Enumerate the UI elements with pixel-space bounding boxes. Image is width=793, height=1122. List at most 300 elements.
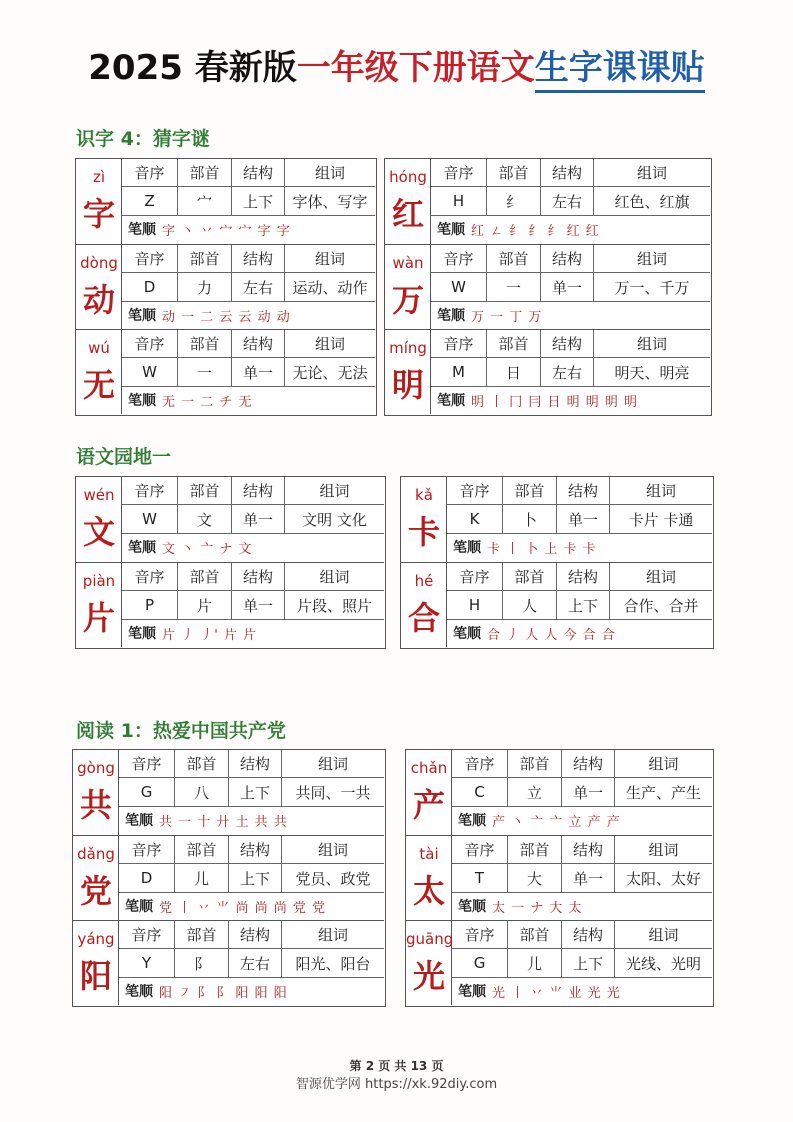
- header-words: 组词: [284, 330, 375, 357]
- order-value: W: [142, 510, 157, 528]
- stroke-order-cell: [452, 807, 712, 833]
- value-row: [447, 505, 712, 534]
- character-cell: [73, 921, 119, 1005]
- structure-value: 左右: [228, 949, 281, 977]
- value-row: [452, 864, 712, 893]
- hanzi-character: 卡: [407, 513, 440, 551]
- order-value: T: [474, 869, 485, 887]
- words-value: 字体、写字: [284, 187, 375, 215]
- stroke-row: [447, 620, 712, 646]
- character-card-group: [75, 476, 386, 649]
- header-structure: 结构: [231, 159, 284, 186]
- hanzi-character: 明: [391, 366, 424, 404]
- value-row: [119, 949, 384, 978]
- stroke-order-cell: [122, 534, 384, 560]
- header-radical: 部首: [502, 477, 556, 504]
- section-title: 识字 4：猜字谜: [76, 128, 210, 150]
- character-card: [401, 562, 712, 647]
- header-words: 组词: [609, 477, 712, 504]
- header-order: 音序: [134, 335, 165, 353]
- character-card: [76, 562, 384, 647]
- info-grid: [122, 563, 384, 647]
- info-grid: [452, 921, 712, 1005]
- character-card: [76, 477, 384, 562]
- info-grid: [122, 330, 375, 414]
- radical-value: 文: [177, 505, 231, 533]
- header-radical: 部首: [177, 563, 231, 590]
- stroke-label: 笔顺: [453, 540, 481, 556]
- order-value: H: [468, 596, 481, 614]
- header-structure: 结构: [231, 477, 284, 504]
- structure-value: 单一: [231, 505, 284, 533]
- hanzi-character: 合: [407, 599, 440, 637]
- info-grid: [119, 921, 384, 1005]
- words-value: 光线、光明: [614, 949, 712, 977]
- stroke-sequence: 片 丿 丿' 片 片: [162, 627, 258, 643]
- header-structure: 结构: [556, 563, 609, 590]
- order-value: M: [452, 363, 465, 381]
- header-words: 组词: [593, 159, 710, 186]
- stroke-order-cell: [447, 534, 712, 560]
- pinyin: zì: [92, 168, 106, 186]
- character-cell: [385, 330, 431, 414]
- character-card: [406, 750, 712, 835]
- pinyin: gòng: [77, 759, 115, 777]
- stroke-row: [119, 893, 384, 919]
- stroke-order-cell: [452, 978, 712, 1004]
- header-row: [122, 245, 375, 273]
- character-card: [385, 329, 710, 414]
- pinyin: piàn: [82, 572, 116, 590]
- header-row: [431, 330, 710, 358]
- header-order: 音序: [134, 164, 165, 182]
- stroke-label: 笔顺: [128, 308, 156, 324]
- stroke-row: [452, 978, 712, 1004]
- value-row: [447, 591, 712, 620]
- info-grid: [122, 477, 384, 562]
- character-card: [76, 244, 375, 329]
- stroke-row: [119, 978, 384, 1004]
- header-structure: 结构: [561, 750, 614, 777]
- header-order: 音序: [464, 926, 495, 944]
- order-value: C: [474, 783, 485, 801]
- header-order: 音序: [131, 841, 162, 859]
- stroke-row: [431, 302, 710, 328]
- value-row: [122, 505, 384, 534]
- header-words: 组词: [593, 330, 710, 357]
- header-radical: 部首: [486, 330, 540, 357]
- character-card: [385, 159, 710, 244]
- radical-value: 一: [177, 358, 231, 386]
- header-row: [447, 563, 712, 591]
- words-value: 阳光、阳台: [281, 949, 384, 977]
- order-value: P: [144, 596, 155, 614]
- stroke-sequence: 产 丶 亠 亠 立 产 产: [492, 814, 621, 830]
- character-cell: [73, 750, 119, 835]
- stroke-order-cell: [122, 302, 375, 328]
- header-row: [447, 477, 712, 505]
- stroke-label: 笔顺: [125, 984, 153, 1000]
- header-structure: 结构: [540, 159, 593, 186]
- header-radical: 部首: [174, 836, 228, 863]
- stroke-sequence: 卡 丨 卜 上 卡 卡: [487, 541, 597, 557]
- header-row: [431, 159, 710, 187]
- structure-value: 上下: [556, 591, 609, 619]
- pinyin: wàn: [392, 254, 424, 272]
- header-order: 音序: [134, 250, 165, 268]
- value-row: [122, 358, 375, 387]
- order-value: Z: [144, 192, 155, 210]
- radical-value: 大: [507, 864, 561, 892]
- stroke-row: [122, 216, 375, 242]
- character-cell: [385, 245, 431, 329]
- header-radical: 部首: [507, 750, 561, 777]
- header-row: [119, 921, 384, 949]
- header-words: 组词: [281, 921, 384, 948]
- words-value: 卡片 卡通: [609, 505, 712, 533]
- radical-value: 一: [486, 273, 540, 301]
- section-title: 语文园地一: [76, 446, 172, 468]
- stroke-sequence: 无 一 二 チ 无: [162, 394, 253, 410]
- structure-value: 上下: [228, 778, 281, 806]
- character-card: [406, 835, 712, 920]
- order-value: K: [469, 510, 480, 528]
- stroke-order-cell: [447, 620, 712, 646]
- stroke-label: 笔顺: [128, 626, 156, 642]
- pinyin: yáng: [77, 930, 115, 948]
- stroke-label: 笔顺: [125, 813, 153, 829]
- header-words: 组词: [609, 563, 712, 590]
- header-order: 音序: [131, 755, 162, 773]
- character-card: [76, 329, 375, 414]
- order-value: G: [140, 783, 153, 801]
- header-row: [122, 159, 375, 187]
- hanzi-character: 阳: [79, 957, 112, 995]
- structure-value: 单一: [561, 864, 614, 892]
- character-cell: [401, 477, 447, 562]
- stroke-row: [122, 620, 384, 646]
- header-radical: 部首: [507, 836, 561, 863]
- stroke-sequence: 光 丨 丷 ⺌ 业 光 光: [492, 985, 621, 1001]
- header-order: 音序: [443, 335, 474, 353]
- character-cell: [76, 563, 122, 647]
- header-order: 音序: [464, 841, 495, 859]
- hanzi-character: 文: [82, 513, 115, 551]
- pinyin: guāng: [406, 930, 454, 948]
- hanzi-character: 动: [82, 281, 115, 319]
- character-cell: [406, 921, 452, 1005]
- stroke-label: 笔顺: [453, 626, 481, 642]
- header-order: 音序: [459, 568, 490, 586]
- info-grid: [447, 563, 712, 647]
- order-value: D: [143, 278, 156, 296]
- stroke-sequence: 红 ㄥ 纟 纟 纟 红 红: [471, 223, 600, 239]
- stroke-sequence: 党 丨 丷 ⺌ 尚 尚 尚 党 党: [159, 900, 327, 916]
- title-part-year: 2025 春新版: [88, 48, 297, 88]
- header-words: 组词: [614, 921, 712, 948]
- header-radical: 部首: [177, 159, 231, 186]
- order-value: W: [142, 363, 157, 381]
- header-row: [452, 836, 712, 864]
- order-value: H: [452, 192, 465, 210]
- pinyin: hé: [414, 572, 434, 590]
- words-value: 共同、一共: [281, 778, 384, 806]
- order-value: Y: [141, 954, 152, 972]
- value-row: [431, 358, 710, 387]
- stroke-label: 笔顺: [128, 222, 156, 238]
- hanzi-character: 万: [391, 281, 424, 319]
- structure-value: 左右: [540, 358, 593, 386]
- stroke-label: 笔顺: [128, 393, 156, 409]
- radical-value: 儿: [174, 864, 228, 892]
- header-structure: 结构: [231, 563, 284, 590]
- stroke-order-cell: [119, 893, 384, 919]
- radical-value: 力: [177, 273, 231, 301]
- words-value: 万一、千万: [593, 273, 710, 301]
- header-structure: 结构: [231, 245, 284, 272]
- stroke-order-cell: [431, 302, 710, 328]
- character-card-group: [405, 749, 714, 1007]
- header-structure: 结构: [561, 921, 614, 948]
- structure-value: 上下: [561, 949, 614, 977]
- info-grid: [119, 750, 384, 835]
- title-part-topic: 生字课课贴: [535, 48, 705, 93]
- page-number: 第 2 页 共 13 页: [349, 1059, 444, 1073]
- words-value: 片段、照片: [284, 591, 384, 619]
- info-grid: [447, 477, 712, 562]
- hanzi-character: 红: [391, 195, 424, 233]
- character-card: [73, 835, 384, 920]
- character-card: [401, 477, 712, 562]
- radical-value: 儿: [507, 949, 561, 977]
- character-cell: [385, 159, 431, 244]
- radical-value: 日: [486, 358, 540, 386]
- stroke-row: [122, 302, 375, 328]
- structure-value: 上下: [231, 187, 284, 215]
- hanzi-character: 共: [79, 786, 112, 824]
- radical-value: 纟: [486, 187, 540, 215]
- stroke-order-cell: [122, 387, 375, 413]
- pinyin: chǎn: [410, 759, 448, 777]
- structure-value: 单一: [540, 273, 593, 301]
- character-cell: [76, 477, 122, 562]
- stroke-sequence: 动 一 二 云 云 动 动: [162, 309, 291, 325]
- header-radical: 部首: [177, 477, 231, 504]
- structure-value: 单一: [561, 778, 614, 806]
- character-card: [385, 244, 710, 329]
- value-row: [122, 187, 375, 216]
- stroke-label: 笔顺: [458, 899, 486, 915]
- header-row: [119, 836, 384, 864]
- value-row: [119, 778, 384, 807]
- pinyin: míng: [389, 339, 427, 357]
- header-words: 组词: [614, 836, 712, 863]
- stroke-label: 笔顺: [128, 540, 156, 556]
- info-grid: [431, 159, 710, 244]
- structure-value: 单一: [231, 591, 284, 619]
- character-card: [73, 920, 384, 1005]
- header-radical: 部首: [486, 159, 540, 186]
- value-row: [119, 864, 384, 893]
- value-row: [122, 591, 384, 620]
- info-grid: [431, 330, 710, 414]
- character-cell: [401, 563, 447, 647]
- header-row: [122, 563, 384, 591]
- order-value: D: [140, 869, 153, 887]
- info-grid: [122, 245, 375, 329]
- stroke-order-cell: [119, 978, 384, 1004]
- structure-value: 单一: [556, 505, 609, 533]
- header-order: 音序: [134, 482, 165, 500]
- structure-value: 左右: [231, 273, 284, 301]
- stroke-label: 笔顺: [437, 393, 465, 409]
- stroke-label: 笔顺: [125, 899, 153, 915]
- stroke-sequence: 万 一 丁 万: [471, 309, 543, 325]
- structure-value: 左右: [540, 187, 593, 215]
- radical-value: 八: [174, 778, 228, 806]
- stroke-sequence: 字 丶 丷 宀 宀 字 字: [162, 223, 291, 239]
- character-card: [76, 159, 375, 244]
- header-words: 组词: [593, 245, 710, 272]
- stroke-sequence: 太 一 ナ 大 太: [492, 900, 583, 916]
- header-row: [452, 750, 712, 778]
- hanzi-character: 产: [412, 786, 445, 824]
- stroke-sequence: 明 丨 冂 冃 日 明 明 明 明: [471, 394, 639, 410]
- words-value: 生产、产生: [614, 778, 712, 806]
- header-structure: 结构: [231, 330, 284, 357]
- stroke-row: [122, 387, 375, 413]
- stroke-sequence: 阳 ㇇ 阝 阝 阳 阳 阳: [159, 985, 288, 1001]
- order-value: G: [473, 954, 486, 972]
- header-order: 音序: [464, 755, 495, 773]
- stroke-order-cell: [452, 893, 712, 919]
- header-order: 音序: [131, 926, 162, 944]
- character-cell: [406, 750, 452, 835]
- stroke-row: [122, 534, 384, 560]
- radical-value: 阝: [174, 949, 228, 977]
- radical-value: 宀: [177, 187, 231, 215]
- character-card-group: [75, 158, 377, 416]
- header-words: 组词: [614, 750, 712, 777]
- order-value: W: [451, 278, 466, 296]
- info-grid: [431, 245, 710, 329]
- header-structure: 结构: [228, 921, 281, 948]
- info-grid: [122, 159, 375, 244]
- stroke-row: [431, 387, 710, 413]
- words-value: 红色、红旗: [593, 187, 710, 215]
- hanzi-character: 光: [412, 957, 445, 995]
- words-value: 合作、合并: [609, 591, 712, 619]
- header-words: 组词: [281, 750, 384, 777]
- pinyin: hóng: [389, 168, 427, 186]
- stroke-label: 笔顺: [458, 984, 486, 1000]
- header-order: 音序: [134, 568, 165, 586]
- header-order: 音序: [459, 482, 490, 500]
- radical-value: 片: [177, 591, 231, 619]
- header-row: [122, 477, 384, 505]
- character-cell: [406, 836, 452, 920]
- radical-value: 立: [507, 778, 561, 806]
- character-card: [406, 920, 712, 1005]
- header-words: 组词: [281, 836, 384, 863]
- header-order: 音序: [443, 164, 474, 182]
- character-card: [73, 750, 384, 835]
- hanzi-character: 无: [82, 366, 115, 404]
- section-title: 阅读 1：热爱中国共产党: [76, 720, 286, 742]
- value-row: [431, 273, 710, 302]
- header-radical: 部首: [177, 330, 231, 357]
- pinyin: wén: [83, 486, 115, 504]
- stroke-row: [452, 893, 712, 919]
- stroke-order-cell: [431, 216, 710, 242]
- words-value: 明天、明亮: [593, 358, 710, 386]
- character-cell: [76, 330, 122, 414]
- header-structure: 结构: [561, 836, 614, 863]
- pinyin: tài: [419, 845, 439, 863]
- character-cell: [73, 836, 119, 920]
- value-row: [452, 778, 712, 807]
- words-value: 运动、动作: [284, 273, 375, 301]
- pinyin: wú: [88, 339, 110, 357]
- site-credit: 智源优学网 https://xk.92diy.com: [295, 1077, 498, 1092]
- pinyin: kǎ: [415, 486, 433, 504]
- stroke-sequence: 共 一 十 廾 土 共 共: [159, 814, 288, 830]
- words-value: 太阳、太好: [614, 864, 712, 892]
- structure-value: 单一: [231, 358, 284, 386]
- header-order: 音序: [443, 250, 474, 268]
- header-row: [452, 921, 712, 949]
- stroke-row: [119, 807, 384, 833]
- header-words: 组词: [284, 477, 384, 504]
- stroke-row: [431, 216, 710, 242]
- value-row: [122, 273, 375, 302]
- header-structure: 结构: [228, 750, 281, 777]
- stroke-label: 笔顺: [458, 813, 486, 829]
- info-grid: [452, 836, 712, 920]
- words-value: 无论、无法: [284, 358, 375, 386]
- character-card-group: [72, 749, 386, 1007]
- stroke-row: [452, 807, 712, 833]
- radical-value: 卜: [502, 505, 556, 533]
- title-part-grade: 一年级下册语文: [296, 48, 535, 88]
- header-radical: 部首: [502, 563, 556, 590]
- header-radical: 部首: [174, 750, 228, 777]
- header-words: 组词: [284, 159, 375, 186]
- stroke-order-cell: [431, 387, 710, 413]
- hanzi-character: 字: [82, 195, 115, 233]
- value-row: [431, 187, 710, 216]
- radical-value: 人: [502, 591, 556, 619]
- stroke-order-cell: [119, 807, 384, 833]
- header-row: [431, 245, 710, 273]
- character-cell: [76, 159, 122, 244]
- pinyin: dòng: [80, 254, 118, 272]
- hanzi-character: 片: [82, 599, 115, 637]
- header-radical: 部首: [177, 245, 231, 272]
- header-structure: 结构: [540, 245, 593, 272]
- header-row: [122, 330, 375, 358]
- character-cell: [76, 245, 122, 329]
- header-radical: 部首: [486, 245, 540, 272]
- header-radical: 部首: [174, 921, 228, 948]
- header-row: [119, 750, 384, 778]
- header-structure: 结构: [540, 330, 593, 357]
- info-grid: [452, 750, 712, 835]
- header-structure: 结构: [228, 836, 281, 863]
- stroke-row: [447, 534, 712, 560]
- header-words: 组词: [284, 245, 375, 272]
- header-words: 组词: [284, 563, 384, 590]
